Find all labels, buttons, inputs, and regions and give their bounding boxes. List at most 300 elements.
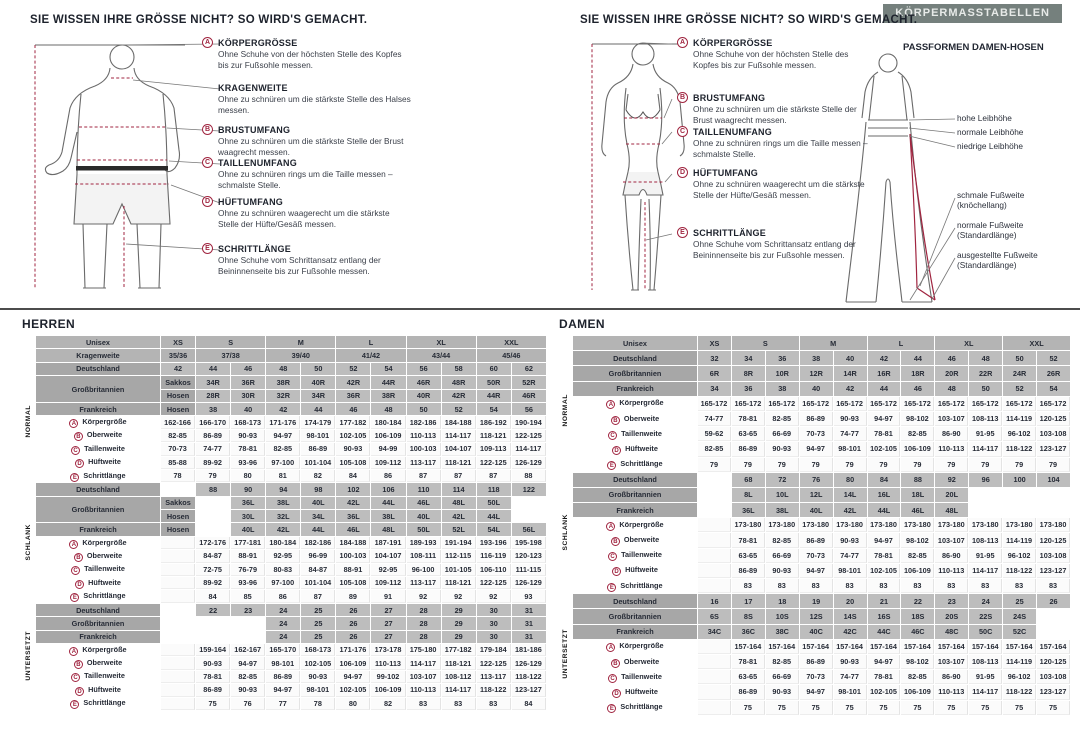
size-value-cell bbox=[161, 657, 195, 669]
size-value-cell: 165-172 bbox=[1037, 397, 1070, 411]
size-value-cell bbox=[161, 550, 195, 562]
size-value-cell: 16S bbox=[868, 609, 901, 623]
size-value-cell: 24 bbox=[266, 604, 300, 616]
size-value-cell: 22 bbox=[901, 594, 934, 608]
country-row-label: Großbritannien bbox=[36, 376, 160, 402]
size-header-value: XXL bbox=[1003, 336, 1070, 350]
size-value-cell: 94-97 bbox=[266, 430, 300, 442]
measure-letter-badge: A bbox=[606, 522, 615, 531]
size-value-cell: 25 bbox=[301, 604, 335, 616]
table-row bbox=[558, 655, 1070, 669]
size-value-cell: 96-100 bbox=[407, 564, 441, 576]
pants-hem-label-line2: (knöchellang) bbox=[957, 200, 1007, 210]
size-value-cell: 94 bbox=[266, 483, 300, 495]
table-row bbox=[21, 644, 546, 656]
measure-definition-description: Ohne zu schnüren waagerecht um die stärkste Stelle der Hüfte/Gesäß messen. bbox=[693, 179, 865, 200]
size-value-cell: 52 bbox=[1003, 382, 1036, 396]
size-value-cell: 165-172 bbox=[766, 397, 799, 411]
size-value-cell: 177-182 bbox=[442, 644, 476, 656]
size-value-cell: 18L bbox=[901, 488, 934, 502]
size-value-cell: 78 bbox=[301, 698, 335, 710]
measure-letter-badge: B bbox=[611, 659, 620, 668]
measure-row-label: D Hüftweite bbox=[36, 577, 160, 589]
measure-row-label: E Schrittlänge bbox=[573, 701, 697, 715]
size-value-cell: 68 bbox=[732, 473, 765, 487]
measure-definition-description: Ohne zu schnüren um die stärkste Stelle der Brust waagrecht messen. bbox=[218, 136, 404, 157]
size-value-cell: 79 bbox=[935, 458, 968, 472]
size-value-cell: 83 bbox=[969, 579, 1002, 593]
size-value-cell: 44R bbox=[371, 376, 405, 388]
size-value-cell: 36C bbox=[732, 625, 765, 639]
size-value-cell: 114-117 bbox=[969, 442, 1002, 456]
measure-definition-item bbox=[202, 244, 412, 276]
size-value-cell: 40R bbox=[407, 390, 441, 402]
measure-letter-badge: B bbox=[677, 92, 688, 103]
size-value-cell: 36L bbox=[336, 510, 370, 522]
size-value-cell: 31 bbox=[512, 617, 546, 629]
size-value-cell: 66-69 bbox=[766, 427, 799, 441]
size-value-cell: 79 bbox=[698, 458, 731, 472]
country-row-label: Deutschland bbox=[573, 594, 697, 608]
size-value-cell: 83 bbox=[477, 698, 511, 710]
size-value-cell: 46 bbox=[231, 363, 265, 375]
size-value-cell: 82-85 bbox=[901, 670, 934, 684]
size-header-label: Kragenweite bbox=[36, 349, 160, 361]
size-value-cell: 27 bbox=[371, 617, 405, 629]
size-value-cell: 84 bbox=[196, 590, 230, 602]
size-value-cell: 173-180 bbox=[1037, 518, 1070, 532]
size-value-cell: 108-113 bbox=[969, 412, 1002, 426]
country-row-label: Frankreich bbox=[36, 523, 160, 535]
table-row bbox=[21, 617, 546, 629]
size-value-cell: 187-191 bbox=[371, 537, 405, 549]
measure-letter-badge: E bbox=[202, 243, 213, 254]
size-value-cell: 82-85 bbox=[266, 443, 300, 455]
size-value-cell: 40C bbox=[800, 625, 833, 639]
measure-letter-badge: A bbox=[69, 419, 78, 428]
size-value-cell: 66-69 bbox=[766, 670, 799, 684]
size-value-cell: 94-99 bbox=[371, 443, 405, 455]
size-value-cell: 162-167 bbox=[231, 644, 265, 656]
measure-row-label: E Schrittlänge bbox=[573, 458, 697, 472]
size-value-cell: 24 bbox=[266, 617, 300, 629]
measure-definition-title: TAILLENUMFANG bbox=[218, 158, 297, 168]
fit-section-label bbox=[558, 594, 572, 715]
size-value-cell: 173-180 bbox=[1003, 518, 1036, 532]
size-value-cell: 168-173 bbox=[301, 644, 335, 656]
size-value-cell: 101-104 bbox=[301, 577, 335, 589]
size-value-cell bbox=[231, 617, 265, 629]
size-value-cell: 82-85 bbox=[698, 442, 731, 456]
table-row bbox=[21, 523, 546, 535]
size-value-cell: 84-87 bbox=[301, 564, 335, 576]
measure-letter-badge: D bbox=[677, 167, 688, 178]
size-value-cell: 96 bbox=[969, 473, 1002, 487]
size-value-cell: 42 bbox=[266, 403, 300, 415]
fit-section-label-text: SCHLANK bbox=[24, 523, 32, 561]
size-value-cell: 94-97 bbox=[231, 657, 265, 669]
size-value-cell: 30 bbox=[477, 604, 511, 616]
measure-letter-badge: C bbox=[202, 157, 213, 168]
size-value-cell: 90-93 bbox=[834, 533, 867, 547]
size-value-cell: 101-104 bbox=[301, 457, 335, 469]
size-value-cell: 50R bbox=[477, 376, 511, 388]
size-value-cell: 106-109 bbox=[371, 430, 405, 442]
size-value-cell: 66-69 bbox=[766, 549, 799, 563]
size-value-cell: 20S bbox=[935, 609, 968, 623]
size-header-row bbox=[21, 349, 546, 361]
size-value-cell bbox=[161, 644, 195, 656]
size-value-cell: 40 bbox=[231, 403, 265, 415]
measure-letter-badge: A bbox=[69, 647, 78, 656]
measure-definition-item bbox=[202, 38, 412, 70]
size-value-cell: 79 bbox=[196, 470, 230, 482]
measure-row-label: D Hüftweite bbox=[573, 685, 697, 699]
size-value-cell: 79 bbox=[800, 458, 833, 472]
size-value-cell: 50 bbox=[1003, 351, 1036, 365]
size-value-cell bbox=[161, 564, 195, 576]
size-value-cell: 8L bbox=[732, 488, 765, 502]
size-value-cell: 157-164 bbox=[935, 640, 968, 654]
size-value-cell: 157-164 bbox=[1003, 640, 1036, 654]
size-value-cell: 8S bbox=[732, 609, 765, 623]
size-header-value: L bbox=[336, 336, 405, 348]
size-value-cell: 108-113 bbox=[969, 533, 1002, 547]
size-value-cell: 82-85 bbox=[766, 412, 799, 426]
size-value-cell: 98-102 bbox=[901, 655, 934, 669]
size-value-cell bbox=[1037, 625, 1070, 639]
measure-row-label: C Taillenweite bbox=[36, 443, 160, 455]
size-value-cell: 157-164 bbox=[1037, 640, 1070, 654]
table-row bbox=[21, 416, 546, 428]
table-row bbox=[558, 549, 1070, 563]
size-value-cell: 46L bbox=[336, 523, 370, 535]
size-value-cell: 50 bbox=[301, 363, 335, 375]
size-value-cell: 82 bbox=[301, 470, 335, 482]
size-value-cell: 48 bbox=[935, 382, 968, 396]
size-value-cell: 36R bbox=[336, 390, 370, 402]
size-value-cell: 108-111 bbox=[407, 550, 441, 562]
size-value-cell: 42L bbox=[834, 503, 867, 517]
size-value-cell: 79 bbox=[1003, 458, 1036, 472]
measure-definition-item bbox=[202, 83, 412, 115]
fit-section-label-text: UNTERSETZT bbox=[561, 628, 569, 679]
size-value-cell: 90-93 bbox=[231, 430, 265, 442]
table-row bbox=[21, 698, 546, 710]
size-value-cell: 44L bbox=[477, 510, 511, 522]
size-value-cell: 46C bbox=[901, 625, 934, 639]
size-value-cell bbox=[698, 685, 731, 699]
size-value-cell: 36L bbox=[732, 503, 765, 517]
size-value-cell bbox=[512, 510, 546, 522]
table-row bbox=[21, 470, 546, 482]
size-value-cell: 86-89 bbox=[800, 533, 833, 547]
size-value-cell: 20L bbox=[935, 488, 968, 502]
size-value-cell: 165-172 bbox=[935, 397, 968, 411]
measure-definition-description: Ohne Schuhe von der höchsten Stelle des Kopfes bis zur Fußsohle messen. bbox=[693, 49, 849, 70]
size-header-value: S bbox=[732, 336, 799, 350]
size-value-cell: 94-97 bbox=[336, 671, 370, 683]
size-value-cell: 38L bbox=[266, 497, 300, 509]
measure-definition-description: Ohne zu schnüren rings um die Taille messen – schmalste Stelle. bbox=[218, 169, 393, 190]
table-row bbox=[558, 701, 1070, 715]
size-value-cell: 86-90 bbox=[935, 427, 968, 441]
table-row bbox=[558, 533, 1070, 547]
measure-letter-badge: B bbox=[611, 416, 620, 425]
size-value-cell: 113-117 bbox=[407, 577, 441, 589]
size-value-cell: 157-164 bbox=[868, 640, 901, 654]
size-value-cell: 6R bbox=[698, 366, 731, 380]
size-value-cell: 94-97 bbox=[800, 685, 833, 699]
measure-letter-badge: C bbox=[608, 431, 617, 440]
size-value-cell: 29 bbox=[442, 631, 476, 643]
size-value-cell: 78-81 bbox=[868, 549, 901, 563]
size-value-cell: 28 bbox=[407, 604, 441, 616]
fit-section-label-text: NORMAL bbox=[24, 405, 32, 438]
fit-section-label bbox=[558, 473, 572, 594]
size-value-cell: 94-97 bbox=[800, 564, 833, 578]
size-value-cell: 180-184 bbox=[266, 537, 300, 549]
size-value-cell: 82-85 bbox=[901, 549, 934, 563]
size-value-cell: 102-105 bbox=[868, 442, 901, 456]
country-row-label: Deutschland bbox=[573, 351, 697, 365]
size-header-value: XXL bbox=[477, 336, 546, 348]
size-value-cell: 90-93 bbox=[301, 671, 335, 683]
size-value-cell: 46 bbox=[935, 351, 968, 365]
size-value-cell bbox=[969, 488, 1002, 502]
size-value-cell: 50L bbox=[407, 523, 441, 535]
size-value-cell: 58 bbox=[442, 363, 476, 375]
size-value-cell: 36 bbox=[766, 351, 799, 365]
measure-row-label: B Oberweite bbox=[573, 533, 697, 547]
table-row bbox=[558, 609, 1070, 623]
table-row bbox=[558, 518, 1070, 532]
size-value-cell: 40L bbox=[231, 523, 265, 535]
size-value-cell: 177-182 bbox=[336, 416, 370, 428]
size-value-cell: 165-172 bbox=[969, 397, 1002, 411]
size-value-cell: 94-97 bbox=[800, 442, 833, 456]
measure-letter-badge: D bbox=[75, 580, 84, 589]
size-value-cell: 78-81 bbox=[732, 412, 765, 426]
size-value-cell: 88 bbox=[196, 483, 230, 495]
pants-hem-label-line2: (Standardlänge) bbox=[957, 260, 1017, 270]
pants-hem-label bbox=[957, 190, 1024, 210]
size-value-cell: 177-181 bbox=[231, 537, 265, 549]
measure-letter-badge: B bbox=[611, 537, 620, 546]
size-value-cell: Sakkos bbox=[161, 376, 195, 388]
size-value-cell: 96-99 bbox=[301, 550, 335, 562]
size-value-cell: 42L bbox=[442, 510, 476, 522]
size-value-cell: 174-179 bbox=[301, 416, 335, 428]
size-value-cell: 113-117 bbox=[477, 671, 511, 683]
size-value-cell: 91-95 bbox=[969, 549, 1002, 563]
pants-hem-label-line1: ausgestellte Fußweite bbox=[957, 250, 1038, 260]
size-value-cell bbox=[161, 577, 195, 589]
size-value-cell: 26 bbox=[336, 604, 370, 616]
size-value-cell: 40L bbox=[301, 497, 335, 509]
size-value-cell: 74-77 bbox=[834, 549, 867, 563]
size-value-cell: 79 bbox=[766, 458, 799, 472]
size-value-cell: 173-180 bbox=[834, 518, 867, 532]
size-value-cell: 98 bbox=[301, 483, 335, 495]
table-row bbox=[558, 397, 1070, 411]
size-value-cell: 123-127 bbox=[1037, 442, 1070, 456]
country-row-label: Frankreich bbox=[573, 503, 697, 517]
size-value-cell bbox=[161, 671, 195, 683]
pants-hem-label-line1: schmale Fußweite bbox=[957, 190, 1025, 200]
size-value-cell: 79 bbox=[901, 458, 934, 472]
size-header-value: 39/40 bbox=[266, 349, 335, 361]
table-row bbox=[21, 376, 546, 388]
size-value-cell: 78-81 bbox=[732, 655, 765, 669]
size-value-cell: 92 bbox=[442, 590, 476, 602]
size-value-cell: 44 bbox=[301, 403, 335, 415]
country-row-label: Großbritannien bbox=[573, 609, 697, 623]
size-value-cell: 27 bbox=[371, 604, 405, 616]
size-value-cell: 14S bbox=[834, 609, 867, 623]
measure-letter-badge: B bbox=[74, 553, 83, 562]
size-value-cell: 82-85 bbox=[766, 655, 799, 669]
size-value-cell bbox=[161, 590, 195, 602]
country-row-label: Deutschland bbox=[36, 363, 160, 375]
size-value-cell: 42 bbox=[161, 363, 195, 375]
size-value-cell: 106-109 bbox=[336, 657, 370, 669]
table-row bbox=[558, 458, 1070, 472]
size-value-cell: 87 bbox=[477, 470, 511, 482]
size-value-cell: 126-129 bbox=[512, 577, 546, 589]
size-value-cell: 30L bbox=[231, 510, 265, 522]
size-value-cell: 20 bbox=[834, 594, 867, 608]
size-value-cell bbox=[161, 684, 195, 696]
size-value-cell: 157-164 bbox=[766, 640, 799, 654]
size-value-cell: 29 bbox=[442, 604, 476, 616]
size-value-cell: 171-176 bbox=[336, 644, 370, 656]
table-row bbox=[21, 497, 546, 509]
size-value-cell: 171-176 bbox=[266, 416, 300, 428]
size-value-cell: 98-101 bbox=[834, 564, 867, 578]
size-value-cell bbox=[196, 631, 230, 643]
size-value-cell: 108-112 bbox=[442, 671, 476, 683]
size-value-cell bbox=[1037, 609, 1070, 623]
size-value-cell: 42 bbox=[868, 351, 901, 365]
size-value-cell: 83 bbox=[442, 698, 476, 710]
size-header-value: XS bbox=[161, 336, 195, 348]
size-value-cell bbox=[969, 503, 1002, 517]
size-value-cell: 32R bbox=[266, 390, 300, 402]
size-value-cell: 118-122 bbox=[1003, 442, 1036, 456]
size-header-value: XS bbox=[698, 336, 731, 350]
table-row bbox=[558, 685, 1070, 699]
size-value-cell: 110-113 bbox=[935, 685, 968, 699]
size-value-cell: 24 bbox=[266, 631, 300, 643]
size-value-cell: 123-127 bbox=[512, 684, 546, 696]
size-value-cell: 90-93 bbox=[834, 412, 867, 426]
pants-rise-label: normale Leibhöhe bbox=[957, 127, 1024, 137]
size-value-cell: 82-85 bbox=[766, 533, 799, 547]
measure-letter-badge: C bbox=[608, 674, 617, 683]
size-value-cell: 103-108 bbox=[1037, 670, 1070, 684]
size-value-cell: 74-77 bbox=[834, 670, 867, 684]
size-value-cell: 82-85 bbox=[231, 671, 265, 683]
size-value-cell: 75 bbox=[1003, 701, 1036, 715]
measure-definition-title: KÖRPERGRÖSSE bbox=[218, 38, 298, 48]
size-value-cell: 46L bbox=[407, 497, 441, 509]
size-value-cell: Sakkos bbox=[161, 497, 195, 509]
size-value-cell: 103-107 bbox=[407, 671, 441, 683]
size-value-cell: 195-198 bbox=[512, 537, 546, 549]
size-value-cell: 157-164 bbox=[901, 640, 934, 654]
measure-row-label: C Taillenweite bbox=[36, 671, 160, 683]
measure-definition-title: KRAGENWEITE bbox=[218, 83, 288, 93]
size-value-cell bbox=[161, 698, 195, 710]
size-value-cell: 17 bbox=[732, 594, 765, 608]
size-value-cell: 110-113 bbox=[935, 442, 968, 456]
size-value-cell: 89 bbox=[336, 590, 370, 602]
size-value-cell: 88-91 bbox=[231, 550, 265, 562]
table-row bbox=[558, 366, 1070, 380]
measure-row-label: A Körpergröße bbox=[573, 397, 697, 411]
size-value-cell: 38 bbox=[196, 403, 230, 415]
size-value-cell: 70-73 bbox=[800, 427, 833, 441]
measure-definition-title: SCHRITTLÄNGE bbox=[218, 244, 291, 254]
size-value-cell: 114-119 bbox=[1003, 412, 1036, 426]
size-value-cell: 40 bbox=[800, 382, 833, 396]
measure-definition-item bbox=[677, 127, 873, 159]
size-value-cell: 80 bbox=[231, 470, 265, 482]
size-value-cell: 103-107 bbox=[935, 412, 968, 426]
mens-section-heading: SIE WISSEN IHRE GRÖSSE NICHT? SO WIRD'S GEMACHT. bbox=[30, 14, 368, 26]
womens-section-heading: SIE WISSEN IHRE GRÖSSE NICHT? SO WIRD'S GEMACHT. bbox=[580, 14, 918, 26]
size-value-cell: 92-95 bbox=[371, 564, 405, 576]
size-value-cell: 105-108 bbox=[336, 457, 370, 469]
measure-row-label: E Schrittlänge bbox=[573, 579, 697, 593]
measure-definition-description: Ohne Schuhe vom Schrittansatz entlang der Beininnenseite bis zur Fußsohle messen. bbox=[693, 239, 856, 260]
size-value-cell: 18R bbox=[901, 366, 934, 380]
measure-row-label: A Körpergröße bbox=[36, 644, 160, 656]
size-value-cell: 34 bbox=[698, 382, 731, 396]
size-value-cell: 118-122 bbox=[477, 684, 511, 696]
size-value-cell: Hosen bbox=[161, 523, 195, 535]
size-value-cell: 21 bbox=[868, 594, 901, 608]
size-value-cell: 36 bbox=[732, 382, 765, 396]
size-value-cell: 93-96 bbox=[231, 457, 265, 469]
size-value-cell: 72-75 bbox=[196, 564, 230, 576]
size-value-cell: 28R bbox=[196, 390, 230, 402]
size-value-cell: 104-107 bbox=[371, 550, 405, 562]
size-value-cell bbox=[698, 488, 731, 502]
table-row bbox=[21, 657, 546, 669]
size-value-cell: 52 bbox=[336, 363, 370, 375]
size-value-cell: 165-172 bbox=[698, 397, 731, 411]
size-value-cell bbox=[698, 518, 731, 532]
size-value-cell: 82 bbox=[371, 698, 405, 710]
size-value-cell: 79 bbox=[868, 458, 901, 472]
size-value-cell: 110-113 bbox=[407, 684, 441, 696]
size-value-cell: 98-101 bbox=[301, 684, 335, 696]
measure-definition-description: Ohne zu schnüren rings um die Taille messen – schmalste Stelle. bbox=[693, 138, 868, 159]
size-value-cell bbox=[231, 631, 265, 643]
size-value-cell: 118 bbox=[477, 483, 511, 495]
size-value-cell: 186-192 bbox=[477, 416, 511, 428]
size-value-cell: 81 bbox=[266, 470, 300, 482]
size-value-cell bbox=[698, 503, 731, 517]
size-value-cell: 114-117 bbox=[407, 657, 441, 669]
measure-letter-badge: A bbox=[202, 37, 213, 48]
size-value-cell: 82-85 bbox=[161, 430, 195, 442]
size-value-cell: 18 bbox=[766, 594, 799, 608]
size-value-cell: 109-113 bbox=[477, 443, 511, 455]
measure-definition-description: Ohne zu schnüren waagerecht um die stärkste Stelle der Hüfte/Gesäß messen. bbox=[218, 208, 390, 229]
